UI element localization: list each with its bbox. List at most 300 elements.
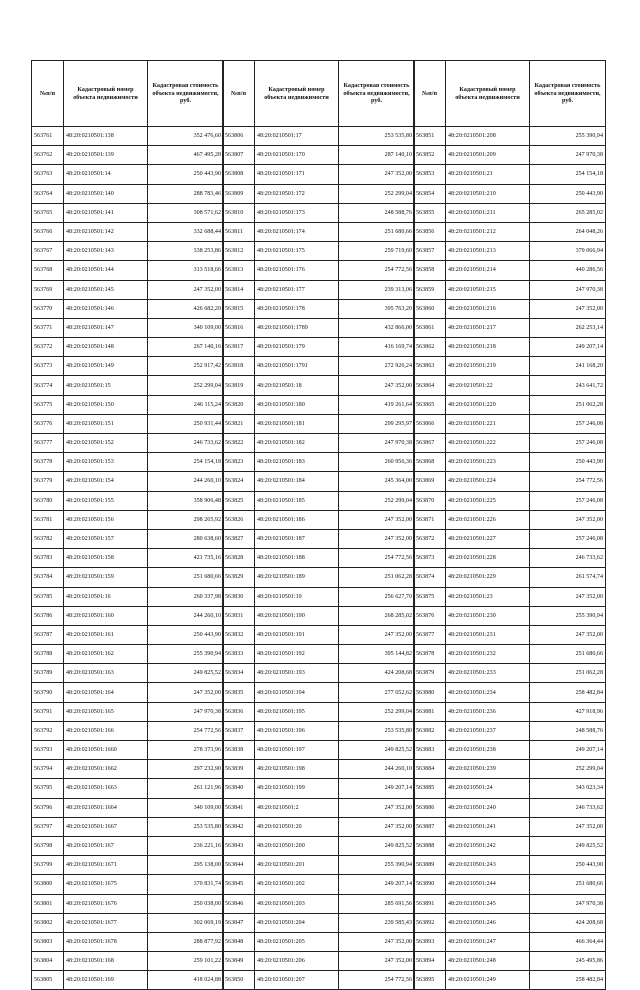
table-row [223,587,415,606]
row-number: 563829 [223,568,255,587]
cadastral-value: 358 906,48 [148,491,224,510]
cadastral-number: 48:20:0210501:196 [255,721,339,740]
cadastral-value: 251 680,66 [339,222,415,241]
cadastral-value: 250 443,90 [530,856,606,875]
cadastral-number: 48:20:0210501:156 [64,510,148,529]
cadastral-value: 251 062,28 [530,664,606,683]
row-number: 563827 [223,529,255,548]
row-number: 563822 [223,434,255,453]
cadastral-value: 257 246,08 [530,414,606,433]
table-row [414,491,606,510]
row-number: 563778 [32,453,64,472]
cadastral-number: 48:20:0210501:181 [255,414,339,433]
row-number: 563761 [32,127,64,146]
cadastral-number: 48:20:0210501:189 [255,568,339,587]
row-number: 563790 [32,683,64,702]
row-number: 563836 [223,702,255,721]
row-number: 563844 [223,856,255,875]
cadastral-value: 395 763,20 [339,299,415,318]
cadastral-number: 48:20:0210501:1678 [64,932,148,951]
table-row [223,261,415,280]
row-number: 563845 [223,875,255,894]
table-row [414,529,606,548]
table-row [32,683,224,702]
header-number: №п/п [223,61,255,127]
table-row [32,357,224,376]
cadastral-value: 395 144,82 [339,645,415,664]
cadastral-number: 48:20:0210501:168 [64,952,148,971]
row-number: 563865 [414,395,446,414]
table-row [223,760,415,779]
row-number: 563868 [414,453,446,472]
table-row [32,606,224,625]
row-number: 563890 [414,875,446,894]
cadastral-number: 48:20:0210501:144 [64,261,148,280]
cadastral-value: 247 970,38 [530,894,606,913]
cadastral-value: 251 680,66 [530,875,606,894]
cadastral-number: 48:20:0210501:161 [64,625,148,644]
cadastral-value: 247 970,38 [339,434,415,453]
row-number: 563788 [32,645,64,664]
cadastral-number: 48:20:0210501:208 [446,127,530,146]
table-row [223,127,415,146]
cadastral-value: 421 735,16 [148,549,224,568]
cadastral-number: 48:20:0210501:215 [446,280,530,299]
row-number: 563895 [414,971,446,990]
row-number: 563762 [32,146,64,165]
row-number: 563786 [32,606,64,625]
cadastral-number: 48:20:0210501:201 [255,856,339,875]
cadastral-number: 48:20:0210501:217 [446,318,530,337]
cadastral-value: 257 246,08 [530,434,606,453]
row-number: 563854 [414,184,446,203]
row-number: 563830 [223,587,255,606]
cadastral-value: 248 588,76 [530,721,606,740]
cadastral-value: 247 352,00 [339,165,415,184]
cadastral-number: 48:20:0210501:15 [64,376,148,395]
table-row [414,414,606,433]
row-number: 563799 [32,856,64,875]
table-row [32,261,224,280]
table-row [223,856,415,875]
table-row [414,779,606,798]
cadastral-number: 48:20:0210501:242 [446,836,530,855]
table-row [223,645,415,664]
table-row [32,587,224,606]
table-block-2 [222,60,415,990]
row-number: 563792 [32,721,64,740]
row-number: 563856 [414,222,446,241]
row-number: 563795 [32,779,64,798]
table-row [414,261,606,280]
cadastral-value: 258 482,84 [530,971,606,990]
cadastral-value: 268 285,02 [339,606,415,625]
cadastral-number: 48:20:0210501:245 [446,894,530,913]
cadastral-number: 48:20:0210501:180 [255,395,339,414]
row-number: 563826 [223,510,255,529]
row-number: 563855 [414,203,446,222]
cadastral-value: 247 352,00 [530,625,606,644]
table-row [223,875,415,894]
row-number: 563843 [223,836,255,855]
table-row [32,434,224,453]
cadastral-value: 249 207,14 [339,875,415,894]
table-row [223,376,415,395]
row-number: 563769 [32,280,64,299]
cadastral-value: 247 352,00 [530,510,606,529]
cadastral-number: 48:20:0210501:230 [446,606,530,625]
cadastral-number: 48:20:0210501:226 [446,510,530,529]
cadastral-number: 48:20:0210501:197 [255,741,339,760]
cadastral-value: 247 970,38 [530,280,606,299]
cadastral-value: 262 253,14 [530,318,606,337]
cadastral-number: 48:20:0210501:214 [446,261,530,280]
cadastral-number: 48:20:0210501:246 [446,913,530,932]
cadastral-number: 48:20:0210501:1676 [64,894,148,913]
table-row [223,817,415,836]
cadastral-value: 255 390,94 [530,127,606,146]
table-row [32,414,224,433]
cadastral-number: 48:20:0210501:222 [446,434,530,453]
row-number: 563776 [32,414,64,433]
cadastral-number: 48:20:0210501:160 [64,606,148,625]
cadastral-number: 48:20:0210501:231 [446,625,530,644]
cadastral-value: 244 260,10 [148,606,224,625]
table-row [414,395,606,414]
row-number: 563846 [223,894,255,913]
cadastral-number: 48:20:0210501:175 [255,242,339,261]
header-cadastral-number: Кадастровый номер объекта недвижимости [255,61,339,127]
cadastral-number: 48:20:0210501:167 [64,836,148,855]
cadastral-value: 250 931,44 [148,414,224,433]
cadastral-number: 48:20:0210501:150 [64,395,148,414]
row-number: 563869 [414,472,446,491]
row-number: 563841 [223,798,255,817]
table-row [32,529,224,548]
cadastral-value: 255 390,94 [530,606,606,625]
cadastral-value: 277 652,62 [339,683,415,702]
cadastral-table [413,60,606,990]
row-number: 563882 [414,721,446,740]
table-row [223,625,415,644]
row-number: 563840 [223,779,255,798]
cadastral-number: 48:20:0210501:187 [255,529,339,548]
table-row [223,798,415,817]
cadastral-number: 48:20:0210501:247 [446,932,530,951]
cadastral-value: 265 285,02 [530,203,606,222]
cadastral-value: 247 352,00 [339,932,415,951]
cadastral-number: 48:20:0210501:146 [64,299,148,318]
table-row [223,434,415,453]
cadastral-number: 48:20:0210501:152 [64,434,148,453]
cadastral-number: 48:20:0210501:211 [446,203,530,222]
table-row [223,146,415,165]
cadastral-value: 249 825,52 [530,836,606,855]
cadastral-number: 48:20:0210501:139 [64,146,148,165]
row-number: 563796 [32,798,64,817]
row-number: 563885 [414,779,446,798]
table-row [32,894,224,913]
cadastral-value: 246 733,62 [530,549,606,568]
table-row [414,357,606,376]
row-number: 563828 [223,549,255,568]
cadastral-value: 258 482,84 [530,683,606,702]
row-number: 563888 [414,836,446,855]
row-number: 563891 [414,894,446,913]
row-number: 563808 [223,165,255,184]
cadastral-number: 48:20:0210501:216 [446,299,530,318]
cadastral-number: 48:20:0210501:1662 [64,760,148,779]
cadastral-number: 48:20:0210501:205 [255,932,339,951]
cadastral-value: 272 926,24 [339,357,415,376]
row-number: 563779 [32,472,64,491]
table-row [32,338,224,357]
cadastral-value: 251 680,66 [148,568,224,587]
cadastral-number: 48:20:0210501:145 [64,280,148,299]
header-number: №п/п [414,61,446,127]
row-number: 563784 [32,568,64,587]
cadastral-number: 48:20:0210501:176 [255,261,339,280]
cadastral-number: 48:20:0210501:227 [446,529,530,548]
table-row [223,836,415,855]
cadastral-value: 278 373,96 [148,741,224,760]
table-row [32,568,224,587]
table-row [223,472,415,491]
row-number: 563782 [32,529,64,548]
row-number: 563881 [414,702,446,721]
cadastral-number: 48:20:0210501:1789 [255,318,339,337]
row-number: 563875 [414,587,446,606]
cadastral-value: 295 138,00 [148,856,224,875]
row-number: 563823 [223,453,255,472]
cadastral-value: 252 299,04 [339,491,415,510]
cadastral-number: 48:20:0210501:244 [446,875,530,894]
cadastral-number: 48:20:0210501:14 [64,165,148,184]
cadastral-number: 48:20:0210501:232 [446,645,530,664]
cadastral-value: 236 221,16 [148,836,224,855]
cadastral-number: 48:20:0210501:212 [446,222,530,241]
cadastral-value: 261 121,96 [148,779,224,798]
table-row [32,721,224,740]
cadastral-value: 299 295,97 [339,414,415,433]
cadastral-value: 264 048,26 [530,222,606,241]
table-row [32,376,224,395]
row-number: 563763 [32,165,64,184]
row-number: 563800 [32,875,64,894]
cadastral-value: 432 866,00 [339,318,415,337]
cadastral-number: 48:20:0210501:195 [255,702,339,721]
cadastral-value: 248 588,76 [339,203,415,222]
cadastral-number: 48:20:0210501:194 [255,683,339,702]
table-row [223,242,415,261]
row-number: 563872 [414,529,446,548]
row-number: 563794 [32,760,64,779]
table-row [414,817,606,836]
cadastral-number: 48:20:0210501:16 [64,587,148,606]
table-row [32,952,224,971]
row-number: 563835 [223,683,255,702]
row-number: 563793 [32,741,64,760]
row-number: 563825 [223,491,255,510]
table-row [414,222,606,241]
cadastral-value: 308 571,62 [148,203,224,222]
cadastral-number: 48:20:0210501:213 [446,242,530,261]
cadastral-number: 48:20:0210501:233 [446,664,530,683]
cadastral-number: 48:20:0210501:198 [255,760,339,779]
table-row [414,299,606,318]
table-row [414,645,606,664]
table-row [414,453,606,472]
cadastral-number: 48:20:0210501:151 [64,414,148,433]
cadastral-value: 288 877,92 [148,932,224,951]
table-row [414,434,606,453]
cadastral-number: 48:20:0210501:2 [255,798,339,817]
cadastral-value: 252 299,04 [339,184,415,203]
table-row [414,184,606,203]
cadastral-number: 48:20:0210501:1675 [64,875,148,894]
row-number: 563774 [32,376,64,395]
row-number: 563863 [414,357,446,376]
table-row [414,856,606,875]
row-number: 563887 [414,817,446,836]
cadastral-value: 239 585,43 [339,913,415,932]
table-row [223,529,415,548]
cadastral-value: 313 518,66 [148,261,224,280]
table-row [223,280,415,299]
row-number: 563771 [32,318,64,337]
cadastral-number: 48:20:0210501:1660 [64,741,148,760]
cadastral-value: 249 207,14 [339,779,415,798]
row-number: 563812 [223,242,255,261]
cadastral-number: 48:20:0210501:237 [446,721,530,740]
table-row [223,318,415,337]
cadastral-number: 48:20:0210501:147 [64,318,148,337]
cadastral-number: 48:20:0210501:18 [255,376,339,395]
cadastral-number: 48:20:0210501:249 [446,971,530,990]
table-row [414,721,606,740]
cadastral-value: 340 109,00 [148,798,224,817]
cadastral-value: 256 627,70 [339,587,415,606]
table-row [32,203,224,222]
table-row [32,510,224,529]
cadastral-number: 48:20:0210501:234 [446,683,530,702]
table-row [32,664,224,683]
row-number: 563789 [32,664,64,683]
cadastral-value: 239 313,06 [339,280,415,299]
row-number: 563770 [32,299,64,318]
table-row [223,203,415,222]
table-row [414,702,606,721]
cadastral-value: 247 352,00 [148,683,224,702]
cadastral-value: 252 917,42 [148,357,224,376]
cadastral-number: 48:20:0210501:228 [446,549,530,568]
table-row [32,702,224,721]
cadastral-value: 297 232,90 [148,760,224,779]
cadastral-number: 48:20:0210501:225 [446,491,530,510]
cadastral-number: 48:20:0210501:191 [255,625,339,644]
cadastral-value: 254 154,18 [530,165,606,184]
table-row [414,894,606,913]
row-number: 563889 [414,856,446,875]
row-number: 563831 [223,606,255,625]
cadastral-value: 254 772,56 [530,472,606,491]
row-number: 563879 [414,664,446,683]
table-row [223,894,415,913]
cadastral-value: 252 299,04 [148,376,224,395]
cadastral-number: 48:20:0210501:165 [64,702,148,721]
cadastral-value: 249 825,52 [148,664,224,683]
table-row [223,606,415,625]
table-row [32,395,224,414]
cadastral-value: 260 337,98 [148,587,224,606]
cadastral-number: 48:20:0210501:209 [446,146,530,165]
row-number: 563852 [414,146,446,165]
cadastral-number: 48:20:0210501:193 [255,664,339,683]
cadastral-value: 427 918,96 [530,702,606,721]
cadastral-number: 48:20:0210501:158 [64,549,148,568]
row-number: 563804 [32,952,64,971]
cadastral-value: 466 364,44 [530,932,606,951]
row-number: 563775 [32,395,64,414]
row-number: 563820 [223,395,255,414]
cadastral-value: 250 443,90 [530,184,606,203]
table-row [32,242,224,261]
cadastral-value: 249 825,52 [339,741,415,760]
cadastral-number: 48:20:0210501:178 [255,299,339,318]
table-row [32,913,224,932]
table-row [223,491,415,510]
cadastral-value: 424 208,68 [530,913,606,932]
row-number: 563878 [414,645,446,664]
cadastral-number: 48:20:0210501:220 [446,395,530,414]
cadastral-value: 467 495,28 [148,146,224,165]
cadastral-value: 418 024,88 [148,971,224,990]
cadastral-number: 48:20:0210501:1663 [64,779,148,798]
table-row [223,222,415,241]
cadastral-value: 302 069,19 [148,913,224,932]
header-row [414,61,606,127]
cadastral-number: 48:20:0210501:223 [446,453,530,472]
cadastral-number: 48:20:0210501:243 [446,856,530,875]
cadastral-value: 241 168,20 [530,357,606,376]
table-row [414,127,606,146]
row-number: 563883 [414,741,446,760]
row-number: 563864 [414,376,446,395]
cadastral-number: 48:20:0210501:141 [64,203,148,222]
table-row [32,472,224,491]
cadastral-value: 370 831,74 [148,875,224,894]
table-row [223,779,415,798]
row-number: 563777 [32,434,64,453]
cadastral-number: 48:20:0210501:192 [255,645,339,664]
table-row [223,971,415,990]
cadastral-value: 249 207,14 [530,338,606,357]
table-row [414,472,606,491]
cadastral-number: 48:20:0210501:186 [255,510,339,529]
cadastral-value: 250 443,90 [148,165,224,184]
cadastral-value: 261 574,74 [530,568,606,587]
table-row [414,568,606,587]
cadastral-value: 247 352,00 [339,625,415,644]
row-number: 563873 [414,549,446,568]
header-row [32,61,224,127]
cadastral-value: 243 641,72 [530,376,606,395]
table-row [223,165,415,184]
row-number: 563880 [414,683,446,702]
table-row [414,165,606,184]
row-number: 563850 [223,971,255,990]
cadastral-number: 48:20:0210501:162 [64,645,148,664]
